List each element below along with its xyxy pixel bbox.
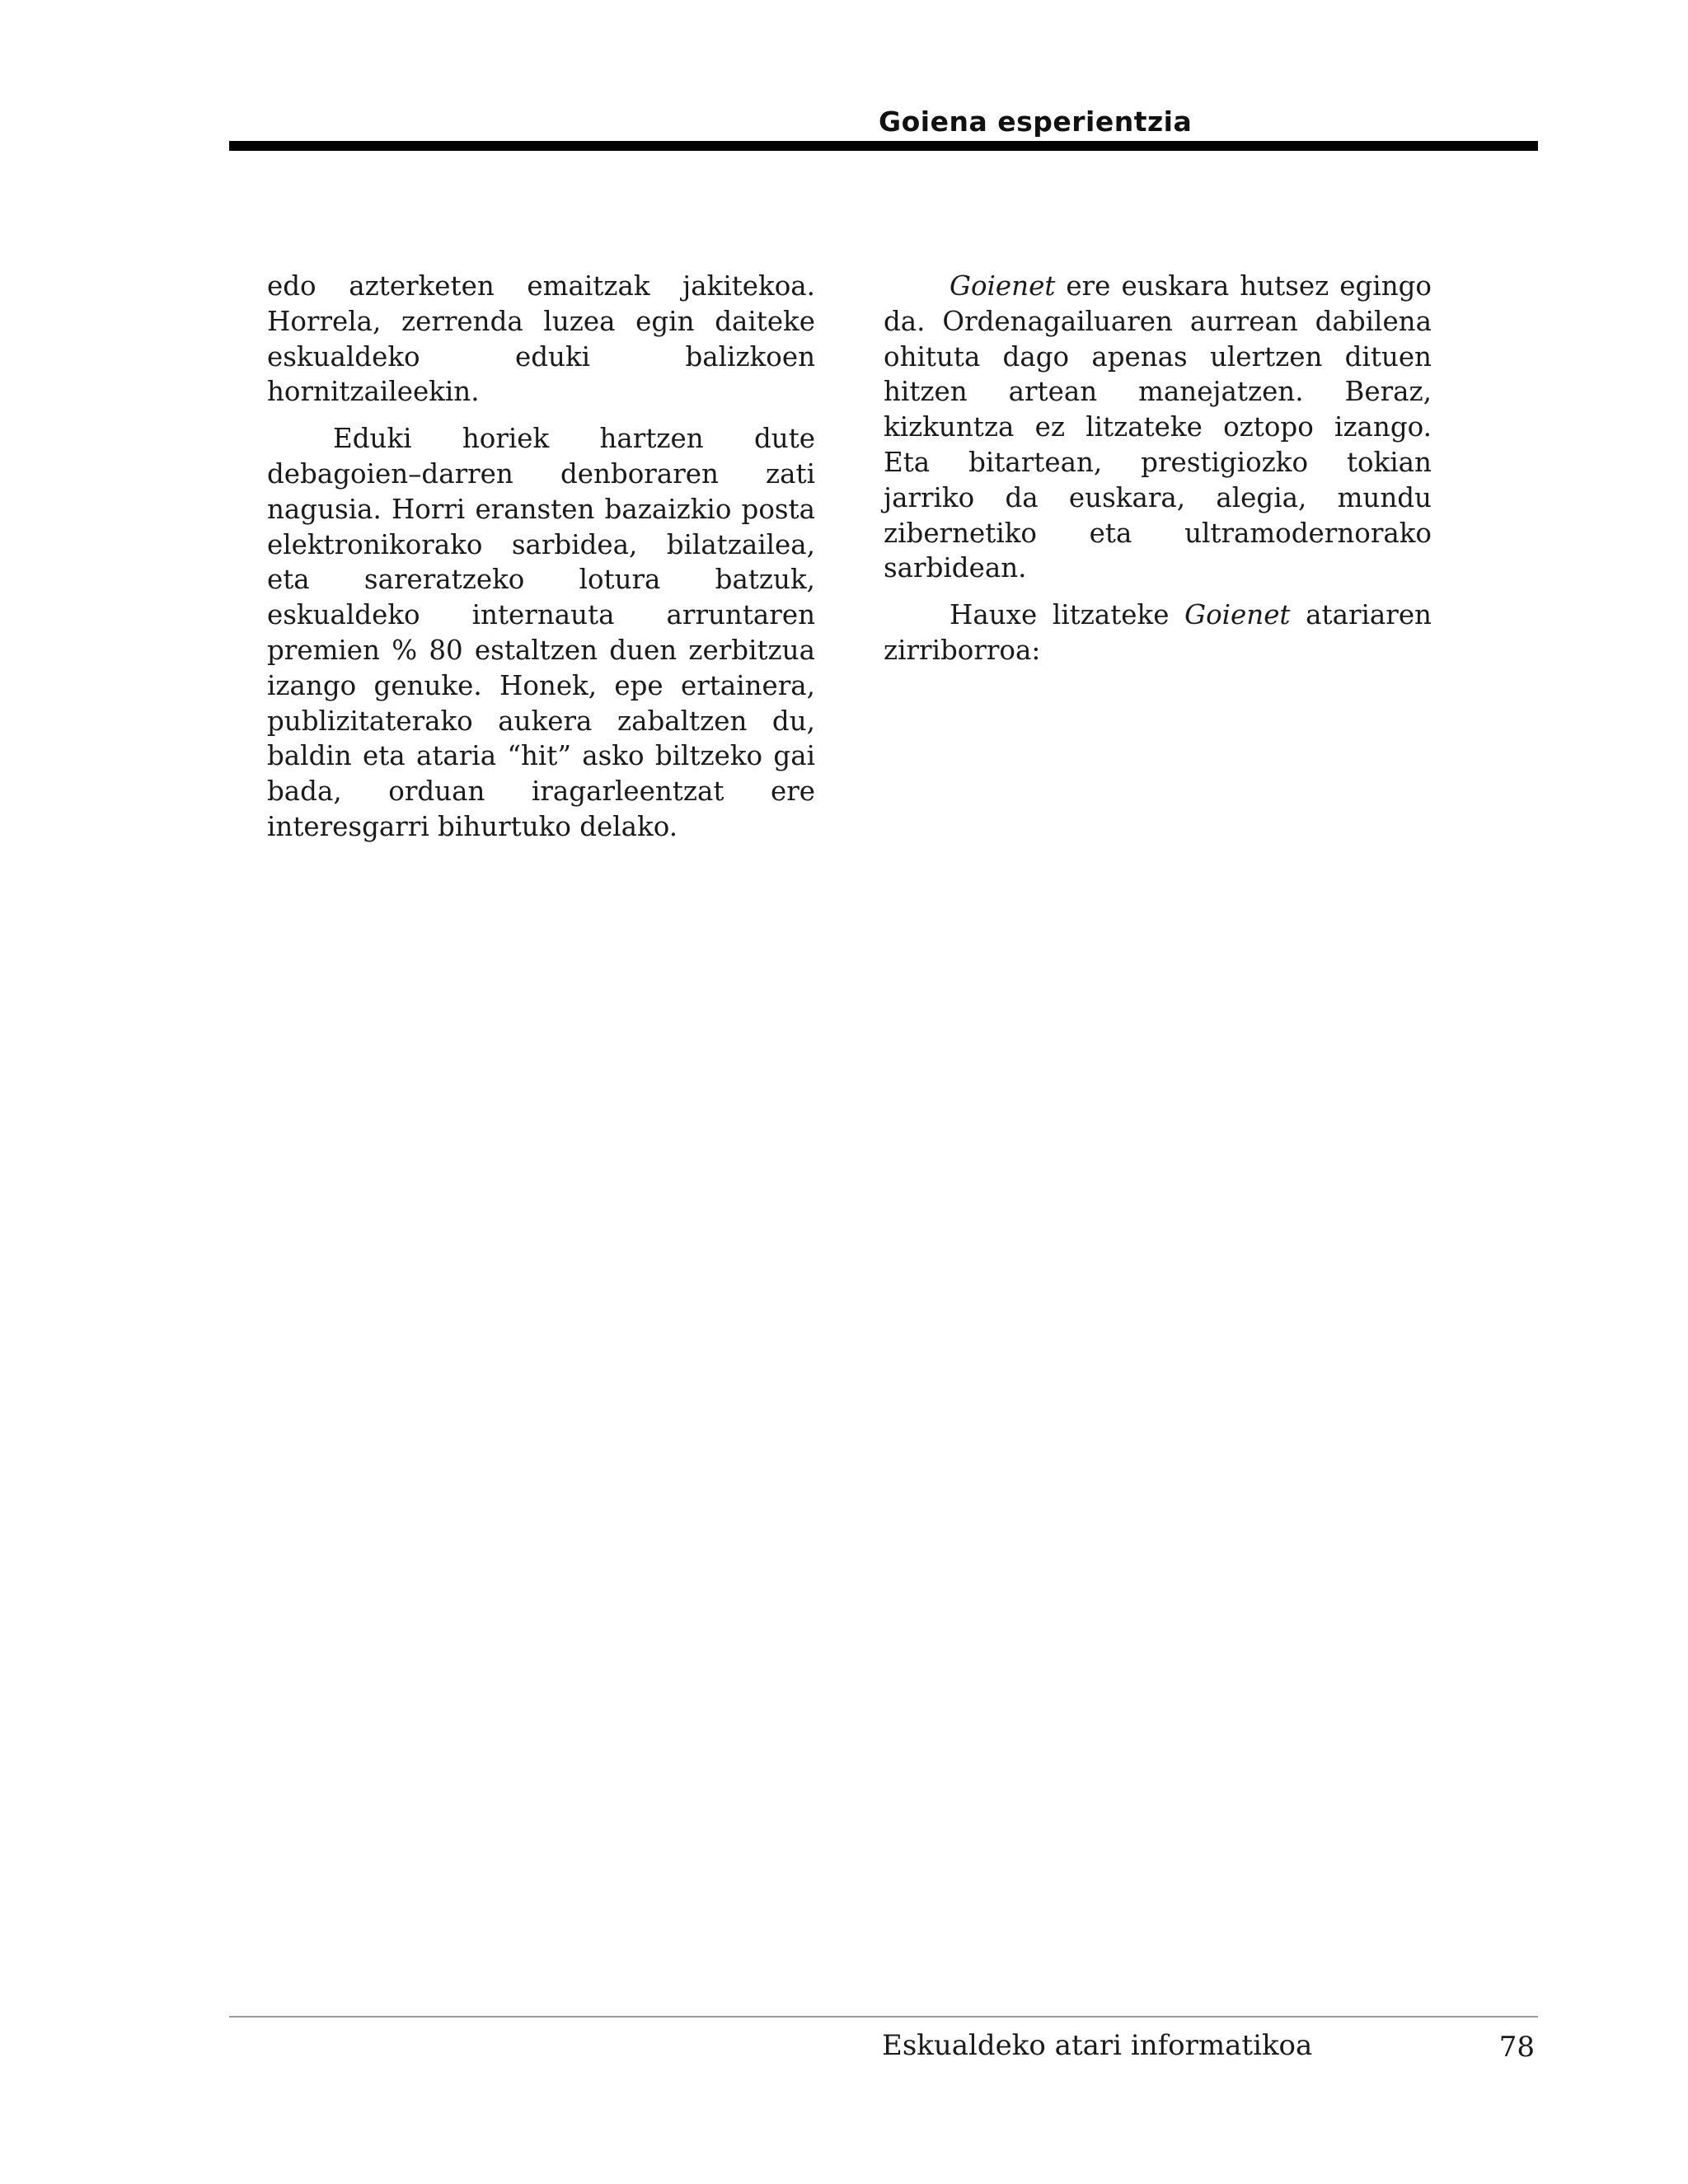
right-paragraph-1-text: ere euskara hutsez egingo da. Ordenagailuaren aurrean dabilena ohituta dago apenas ulertzen dituen hitzen artean manejatzen. Beraz, kizkuntza ez litzateke oztopo izango. Eta bitartean, prestigiozko tokian jarriko da euskara, alegia, mundu zibernetiko eta ultramodernorako sarbidean.: [884, 270, 1432, 584]
running-header-title: Goiena esperientzia: [879, 105, 1193, 138]
left-paragraph-2: Eduki horiek hartzen dute debagoien–darren denboraren zati nagusia. Horri eransten bazaizkio posta elektronikorako sarbidea, bilatzailea, eta sareratzeko lotura batzuk, eskualdeko internauta arruntaren premien % 80 estaltzen duen zerbitzua izango genuke. Honek, epe ertainera, publizitaterako aukera zabaltzen du, baldin eta ataria “hit” asko biltzeko gai bada, orduan iragarleentzat ere interesgarri bihurtuko delako.: [267, 423, 815, 842]
right-paragraph-1: [884, 269, 1432, 586]
right-paragraph-2-start: Hauxe litzateke: [950, 599, 1185, 631]
header-rule: [229, 141, 1538, 151]
right-paragraph-2-end: atariaren zirriborroa:: [884, 599, 1432, 666]
goienet-italic-2: Goienet: [1184, 599, 1291, 631]
right-column: [884, 269, 1432, 680]
right-paragraph-2: [884, 598, 1432, 668]
left-paragraph-1: edo azterketen emaitzak jakitekoa. Horrela, zerrenda luzea egin daiteke eskualdeko eduki balizkoen hornitzaileekin.: [267, 270, 815, 408]
footer-title: Eskualdeko atari informatikoa: [882, 2029, 1313, 2062]
page-number: 78: [1498, 2031, 1535, 2064]
goienet-italic: Goienet: [950, 270, 1056, 302]
left-column: [267, 269, 815, 856]
footer-rule: [229, 2016, 1538, 2018]
